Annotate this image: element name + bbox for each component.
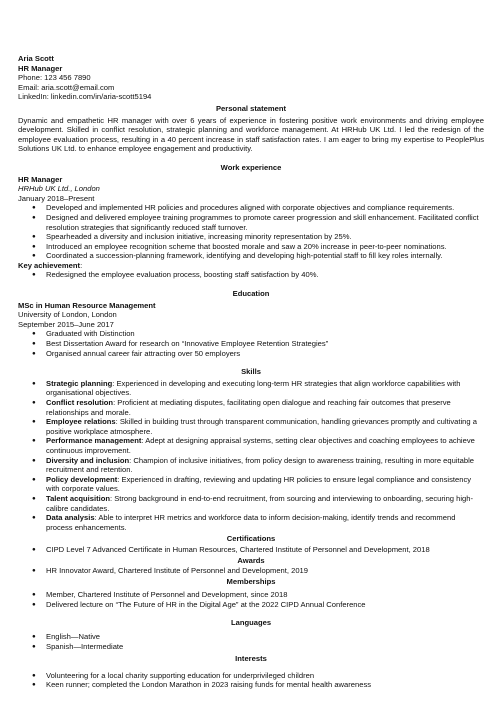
list-item: ● Developed and implemented HR policies and procedures aligned with corporate objectives and compliance requirements. xyxy=(18,203,484,213)
memberships-bullets xyxy=(18,590,484,609)
interests-bullets xyxy=(18,671,484,690)
list-item: ● Spanish—Intermediate xyxy=(18,642,484,652)
education-degree: MSc in Human Resource Management xyxy=(18,300,156,310)
key-achievement-heading xyxy=(18,261,484,271)
skill-text: : Skilled in building trust through transparent communication, handling grievances promptly and cultivating a positive workplace atmosphere. xyxy=(46,417,477,436)
list-item: ● Spearheaded a diversity and inclusion initiative, increasing minority representation by 25%. xyxy=(18,232,484,242)
work-dates: January 2018–Present xyxy=(18,193,95,203)
skill-label: Performance management xyxy=(46,436,142,446)
personal-statement-text: Dynamic and empathetic HR manager with over 6 years of experience in fostering positive work environments and driving employee development. Skilled in conflict resolution, strategic planning and workforce management. At HRHub UK Ltd. I led the redesign of the employee evaluation process, resulting in a 40 percent increase in staff satisfaction rates. I am eager to bring my expertise to PeoplePlus Solutions UK Ltd. to enhance employee engagement and productivity. xyxy=(18,115,484,154)
certifications-bullets xyxy=(18,545,484,555)
resume-page xyxy=(18,54,484,690)
list-item: ● Redesigned the employee evaluation process, boosting staff satisfaction by 40%. xyxy=(18,270,484,280)
skill-text: : Experienced in drafting, reviewing and updating HR policies to ensure legal compliance and consistency with corporate values. xyxy=(46,474,472,494)
list-item xyxy=(18,417,484,436)
skill-label: Data analysis xyxy=(46,513,95,523)
memberships-heading: Memberships xyxy=(226,576,276,586)
list-item xyxy=(18,398,484,417)
list-item xyxy=(18,494,484,513)
candidate-title: HR Manager xyxy=(18,63,63,73)
list-item: ● Keen runner; completed the London Marathon in 2023 raising funds for mental health awareness xyxy=(18,680,484,690)
certifications-heading: Certifications xyxy=(226,534,276,544)
list-item xyxy=(18,456,484,475)
skill-label: Strategic planning xyxy=(46,378,113,388)
list-item: ● Delivered lecture on “The Future of HR in the Digital Age” at the 2022 CIPD Annual Conference xyxy=(18,600,484,610)
key-achievement-label: Key achievement xyxy=(18,260,81,270)
skill-text: : Experienced in developing and executing long-term HR strategies that align workforce capabilities with organisational objectives. xyxy=(46,378,461,398)
work-role: HR Manager xyxy=(18,174,63,184)
skill-text: : Champion of inclusive initiatives, from policy design to awareness training, resulting in more equitable recruitment and retention. xyxy=(46,455,474,475)
skills-bullets xyxy=(18,379,484,533)
phone-line: Phone: 123 456 7890 xyxy=(18,73,91,83)
education-dates: September 2015–June 2017 xyxy=(18,319,114,329)
key-achievement-colon: : xyxy=(80,260,83,270)
skills-heading: Skills xyxy=(241,367,261,377)
candidate-name: Aria Scott xyxy=(18,54,54,63)
personal-statement-heading: Personal statement xyxy=(215,103,287,113)
list-item xyxy=(18,475,484,494)
list-item: ● CIPD Level 7 Advanced Certificate in Human Resources, Chartered Institute of Personnel and Development, 2018 xyxy=(18,545,484,555)
education-bullets xyxy=(18,329,484,358)
skill-label: Talent acquisition xyxy=(46,493,110,503)
list-item: ● Best Dissertation Award for research on “Innovative Employee Retention Strategies” xyxy=(18,339,484,349)
skill-label: Employee relations xyxy=(46,417,116,427)
list-item: ● Volunteering for a local charity supporting education for underprivileged children xyxy=(18,671,484,681)
list-item xyxy=(18,379,484,398)
list-item: ● HR Innovator Award, Chartered Institute of Personnel and Development, 2019 xyxy=(18,566,484,576)
email-line: Email: aria.scott@email.com xyxy=(18,82,115,92)
skill-label: Conflict resolution xyxy=(46,398,114,407)
awards-bullets xyxy=(18,566,484,576)
work-company: HRHub UK Ltd., London xyxy=(18,184,100,194)
list-item: ● Organised annual career fair attracting over 50 employers xyxy=(18,349,484,359)
work-experience-heading: Work experience xyxy=(220,162,282,172)
skill-text: : Proficient at mediating disputes, facilitating open dialogue and reaching fair outcomes that preserve relationships and morale. xyxy=(46,398,451,417)
contact-block xyxy=(18,54,484,102)
list-item: ● Designed and delivered employee training programmes to promote career progression and skill enhancement. Facilitated conflict resolution strategies that significantly reduced staff turnover. xyxy=(18,213,484,232)
linkedin-line: LinkedIn: linkedin.com/in/aria-scott5194 xyxy=(18,92,152,102)
skill-label: Diversity and inclusion xyxy=(46,455,130,465)
list-item xyxy=(18,436,484,455)
languages-heading: Languages xyxy=(230,618,272,628)
languages-bullets xyxy=(18,632,484,651)
education-school: University of London, London xyxy=(18,310,117,320)
work-bullets xyxy=(18,203,484,261)
interests-heading: Interests xyxy=(235,654,267,664)
key-achievement-bullets xyxy=(18,270,484,280)
skill-text: : Able to interpret HR metrics and workforce data to inform decision-making, identify trends and recommend process enhancements. xyxy=(46,513,456,532)
skill-text: : Adept at designing appraisal systems, setting clear objectives and coaching employees to achieve continuous improvement. xyxy=(46,436,475,455)
skill-label: Policy development xyxy=(46,474,118,484)
list-item xyxy=(18,513,484,532)
awards-heading: Awards xyxy=(237,555,265,565)
education-heading: Education xyxy=(232,289,270,299)
list-item: ● Coordinated a succession-planning framework, identifying and developing high-potential staff to fill key roles internally. xyxy=(18,251,484,261)
list-item: ● Graduated with Distinction xyxy=(18,329,484,339)
list-item: ● Member, Chartered Institute of Personnel and Development, since 2018 xyxy=(18,590,484,600)
list-item: ● English—Native xyxy=(18,632,484,642)
skill-text: : Strong background in end-to-end recruitment, from sourcing and interviewing to onboarding, securing high-calibre candidates. xyxy=(46,493,474,513)
list-item: ● Introduced an employee recognition scheme that boosted morale and saw a 20% increase in peer-to-peer nominations. xyxy=(18,242,484,252)
